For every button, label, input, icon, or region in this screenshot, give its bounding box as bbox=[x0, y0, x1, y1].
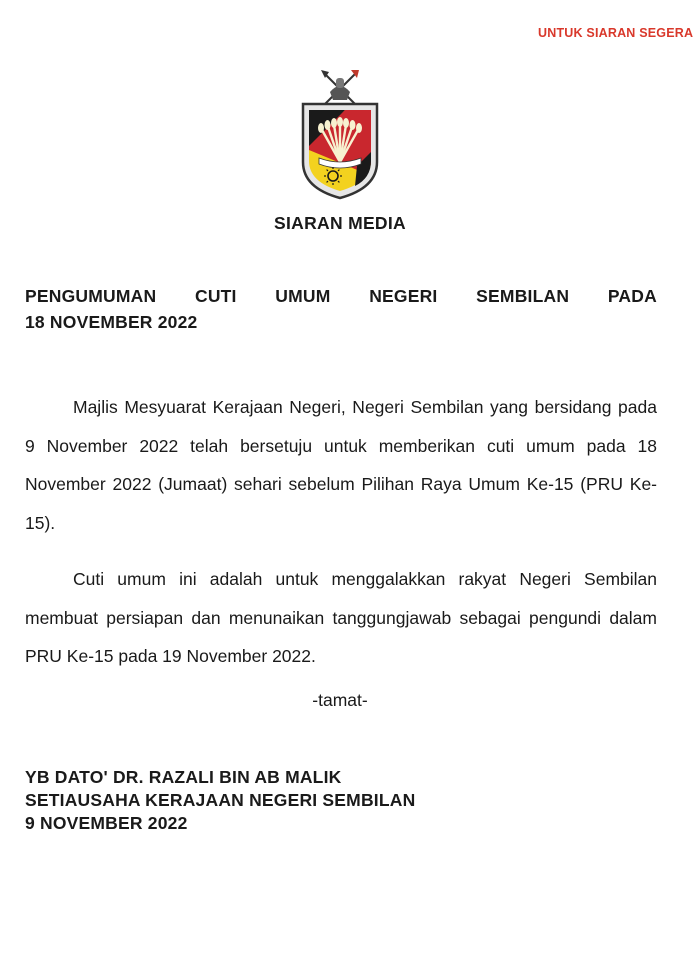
title-line-2: 18 NOVEMBER 2022 bbox=[25, 312, 198, 332]
signatory-name: YB DATO' DR. RAZALI BIN AB MALIK bbox=[25, 767, 342, 787]
end-mark: -tamat- bbox=[312, 690, 368, 710]
title-word: PADA bbox=[607, 286, 657, 306]
document-heading: SIARAN MEDIA bbox=[274, 213, 406, 233]
title-line-1 bbox=[25, 283, 657, 309]
signatory-position: SETIAUSAHA KERAJAAN NEGERI SEMBILAN bbox=[25, 790, 416, 810]
title-word: PENGUMUMAN bbox=[25, 286, 157, 306]
title-word: UMUM bbox=[275, 286, 331, 306]
title-word: CUTI bbox=[194, 286, 237, 306]
title-word: SEMBILAN bbox=[476, 286, 570, 306]
negeri-sembilan-crest-icon bbox=[295, 66, 385, 202]
body-paragraph-2: Cuti umum ini adalah untuk menggalakkan rakyat Negeri Sembilan membuat persiapan dan menunaikan tanggungjawab sebagai pengundi dalam PRU Ke-15 pada 19 November 2022. bbox=[25, 569, 657, 666]
signature-date: 9 NOVEMBER 2022 bbox=[25, 813, 188, 833]
signature-block bbox=[25, 766, 665, 835]
embargo-label: UNTUK SIARAN SEGERA bbox=[538, 26, 694, 40]
document-title bbox=[25, 283, 657, 335]
body-paragraph-1: Majlis Mesyuarat Kerajaan Negeri, Negeri Sembilan yang bersidang pada 9 November 2022 telah bersetuju untuk memberikan cuti umum pada 18 November 2022 (Jumaat) sehari sebelum Pilihan Raya Umum Ke-15 (PRU Ke-15). bbox=[25, 397, 657, 533]
title-word: NEGERI bbox=[369, 286, 438, 306]
